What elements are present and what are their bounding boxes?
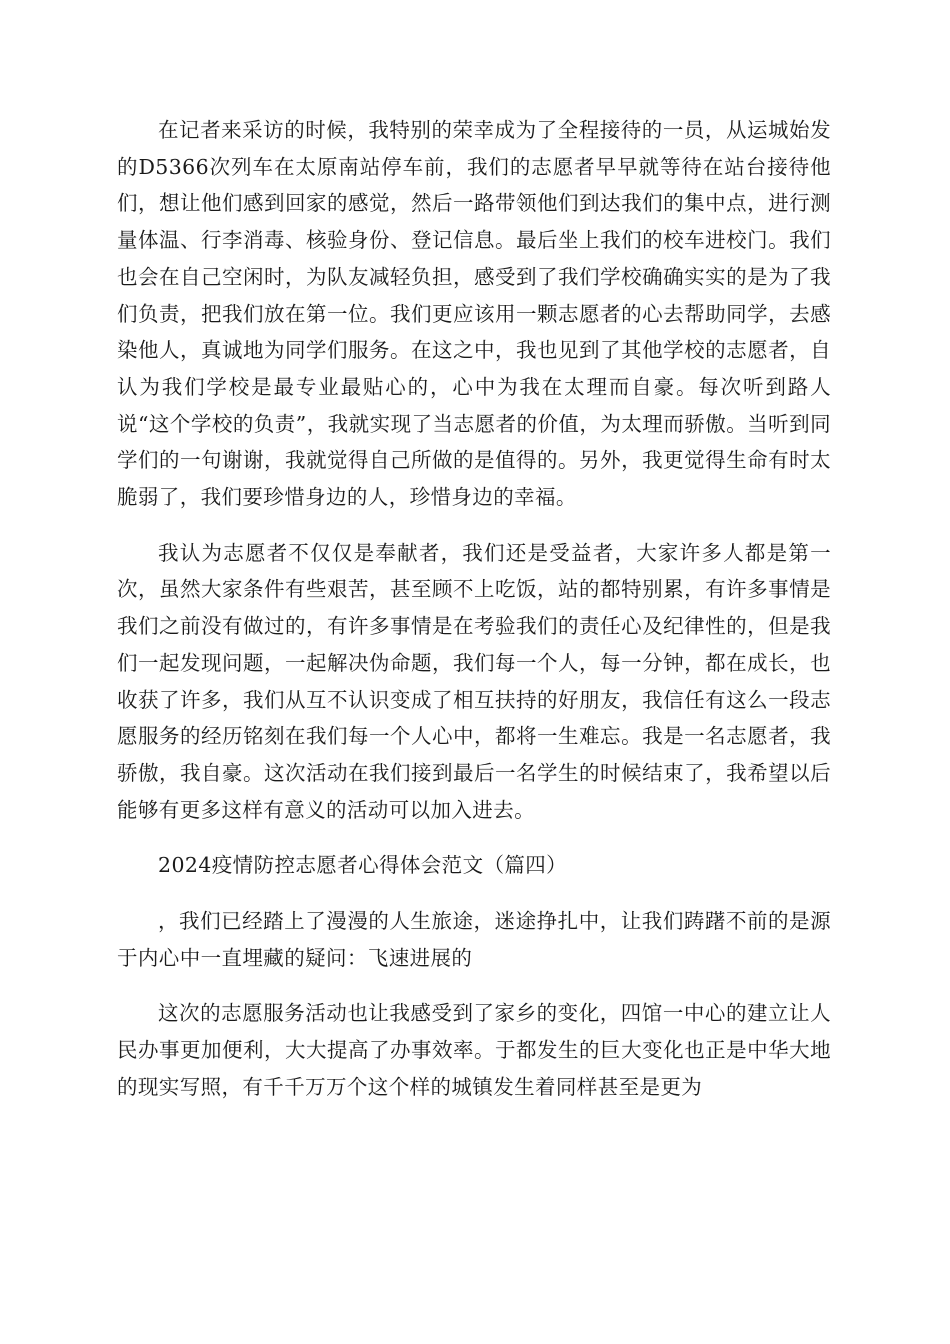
section-heading: 2024疫情防控志愿者心得体会范文（篇四） (158, 853, 568, 878)
document-body (117, 112, 831, 1125)
body-paragraph: 这次的志愿服务活动也让我感受到了家乡的变化，四馆一中心的建立让人民办事更加便利，大大提高了办事效率。于都发生的巨大变化也正是中华大地的现实写照，有千千万万个这个样的城镇发生着同样甚至是更为 (117, 1001, 831, 1099)
body-paragraph: 我认为志愿者不仅仅是奉献者，我们还是受益者，大家许多人都是第一次，虽然大家条件有些艰苦，甚至顾不上吃饭，站的都特别累，有许多事情是我们之前没有做过的，有许多事情是在考验我们的责任心及纪律性的，但是我们一起发现问题，一起解决伪命题，我们每一个人，每一分钟，都在成长，也收获了许多，我们从互不认识变成了相互扶持的好朋友，我信任有这么一段志愿服务的经历铭刻在我们每一个人心中，都将一生难忘。我是一名志愿者，我骄傲，我自豪。这次活动在我们接到最后一名学生的时候结束了，我希望以后能够有更多这样有意义的活动可以加入进去。 (117, 540, 831, 822)
body-paragraph: 在记者来采访的时候，我特别的荣幸成为了全程接待的一员，从运城始发的D5366次列车在太原南站停车前，我们的志愿者早早就等待在站台接待他们，想让他们感到回家的感觉，然后一路带领他们到达我们的集中点，进行测量体温、行李消毒、核验身份、登记信息。最后坐上我们的校车进校门。我们也会在自己空闲时，为队友减轻负担，感受到了我们学校确确实实的是为了我们负责，把我们放在第一位。我们更应该用一颗志愿者的心去帮助同学，去感染他人，真诚地为同学们服务。在这之中，我也见到了其他学校的志愿者，自认为我们学校是最专业最贴心的，心中为我在太理而自豪。每次听到路人说“这个学校的负责”，我就实现了当志愿者的价值，为太理而骄傲。当听到同学们的一句谢谢，我就觉得自己所做的是值得的。另外，我更觉得生命有时太脆弱了，我们要珍惜身边的人，珍惜身边的幸福。 (117, 118, 831, 510)
body-paragraph: ，我们已经踏上了漫漫的人生旅途，迷途挣扎中，让我们踌躇不前的是源于内心中一直埋藏的疑问：飞速进展的 (117, 909, 831, 970)
